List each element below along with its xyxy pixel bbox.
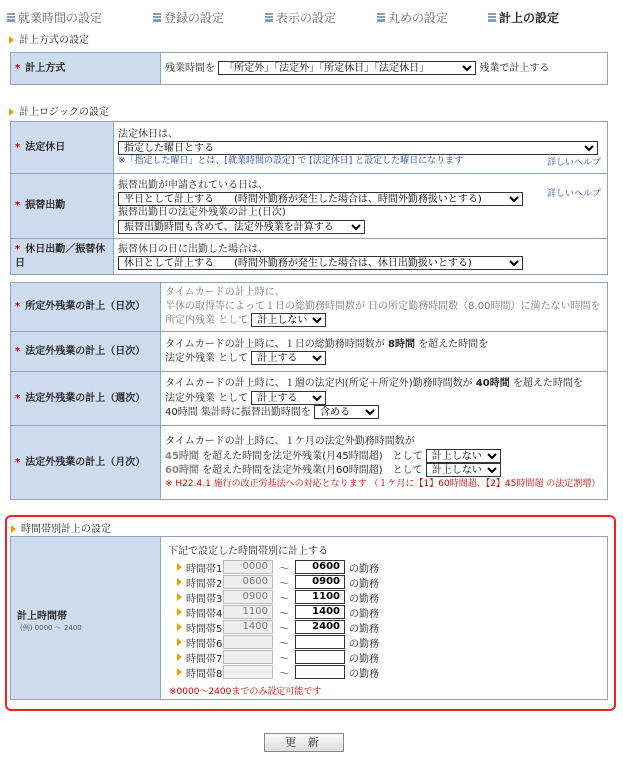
time-band-suffix: の勤務 <box>349 668 379 680</box>
tilde: ～ <box>279 668 289 680</box>
list-icon <box>7 13 15 22</box>
tilde: ～ <box>279 608 289 620</box>
ot-45h-select[interactable] <box>426 449 501 463</box>
holiday-work-value: 振替休日の日に出勤した場合は、 休日として計上する (時間外勤務が発生した場合は、休日出勤扱いとする) <box>114 239 608 275</box>
tilde: ～ <box>279 653 289 665</box>
overtime-table <box>10 282 608 500</box>
legal-ot-day-value: タイムカードの計上時に、１日の総勤務時間数が 8時間 を超えた時間を 法定外残業 として 計上する <box>161 332 608 372</box>
tilde: ～ <box>279 623 289 635</box>
transfer-select[interactable] <box>118 192 523 206</box>
bullet-icon <box>177 653 182 661</box>
time-band-row <box>177 575 379 589</box>
time-band-row <box>177 560 379 574</box>
time-band-name: 時間帯5 <box>186 623 223 635</box>
legal-holiday-value: 法定休日は、 指定した曜日とする ※「指定した曜日」とは、[就業時間の設定] で [法定休日] と設定した曜日になります 詳しいヘルプ <box>114 122 608 174</box>
ot-60h-select[interactable] <box>426 463 501 477</box>
time-band-name: 時間帯1 <box>186 563 223 575</box>
time-band-to-input[interactable] <box>295 635 345 649</box>
time-band-row <box>177 590 379 604</box>
method-label: * 計上方式 <box>11 53 161 85</box>
holiday-work-label: * 休日出勤／振替休日 <box>11 239 114 275</box>
tab-registration[interactable] <box>153 9 224 26</box>
list-icon <box>265 13 273 22</box>
bullet-icon <box>9 108 14 116</box>
help-link[interactable]: 詳しいヘルプ <box>546 189 601 199</box>
time-band-from <box>223 650 273 664</box>
section-heading-method: 計上方式の設定 <box>9 31 89 46</box>
list-icon <box>153 13 161 22</box>
time-band-suffix: の勤務 <box>349 608 379 620</box>
time-band-name: 時間帯8 <box>186 668 223 680</box>
legal-ot-month-label: * 法定外残業の計上（月次） <box>11 426 161 500</box>
bullet-icon <box>177 668 182 676</box>
bullet-icon <box>177 608 182 616</box>
method-select[interactable] <box>218 61 476 75</box>
transfer-value: 振替出勤が申請されている日は、 平日として計上する (時間外勤務が発生した場合は、時間外勤務扱いとする) 振替出勤日の法定外残業の計上(日次) 振替出勤時間も含めて、法定外残業を計算する 詳しいヘルプ <box>114 174 608 239</box>
legal-ot-day-select[interactable] <box>251 351 326 365</box>
help-link[interactable]: 詳しいヘルプ <box>546 157 601 168</box>
time-band-to-input[interactable]: 2400 <box>295 620 345 634</box>
legal-ot-day-label: * 法定外残業の計上（日次） <box>11 332 161 372</box>
time-band-suffix: の勤務 <box>349 653 379 665</box>
tilde: ～ <box>279 638 289 650</box>
time-band-to-input[interactable]: 0900 <box>295 575 345 589</box>
method-value: 残業時間を 「所定外」「法定外」「所定休日」「法定休日」 残業で計上する <box>161 53 608 85</box>
tab-label: 計上の設定 <box>499 11 560 25</box>
tab-label: 登録の設定 <box>164 11 225 25</box>
transfer-include-select[interactable] <box>314 405 379 419</box>
time-band-from: 0900 <box>223 590 273 604</box>
time-band-suffix: の勤務 <box>349 593 379 605</box>
scheduled-ot-label: * 所定外残業の計上（日次） <box>11 283 161 332</box>
time-band-note: ※0000～2400までのみ設定可能です <box>169 687 322 697</box>
bullet-icon <box>177 593 182 601</box>
time-band-from: 0000 <box>223 560 273 574</box>
time-band-from: 1400 <box>223 620 273 634</box>
time-band-row <box>177 605 379 619</box>
time-band-name: 時間帯6 <box>186 638 223 650</box>
time-band-row <box>177 650 379 664</box>
legal-ot-week-select[interactable] <box>251 391 326 405</box>
time-band-name: 時間帯7 <box>186 653 223 665</box>
logic-table <box>10 121 608 275</box>
time-band-from: 1100 <box>223 605 273 619</box>
time-band-row <box>177 635 379 649</box>
time-band-from <box>223 665 273 679</box>
time-band-suffix: の勤務 <box>349 623 379 635</box>
bullet-icon <box>177 623 182 631</box>
update-button[interactable]: 更 新 <box>264 733 344 752</box>
time-band-label: 計上時間帯 <box>17 611 67 622</box>
tab-label: 丸めの設定 <box>388 11 449 25</box>
scheduled-ot-value: タイムカードの計上時に、 半休の取得等によって１日の総勤務時間数が 日の所定勤務時間数（8.00時間）に満たない時間を 所定内残業 として 計上しない <box>161 283 608 332</box>
time-band-suffix: の勤務 <box>349 578 379 590</box>
bullet-icon <box>177 563 182 571</box>
bullet-icon <box>11 525 16 533</box>
section-heading-time-band: 時間帯別計上の設定 <box>11 520 111 535</box>
time-band-example: (例) 0000 ～ 2400 <box>20 624 82 632</box>
list-icon <box>488 13 496 22</box>
time-band-label-cell <box>11 537 161 699</box>
time-band-to-input[interactable]: 0600 <box>295 560 345 574</box>
settings-tabs <box>0 0 623 30</box>
legal-ot-month-value: タイムカードの計上時に、１ケ月の法定外勤務時間数が 45時間 を超えた時間を法定外残業(月45時間超) として 計上しない 60時間 を超えた時間を法定外残業(月60時間超) として 計上しない ※ H22.4.1 施行の改正労基法への対応となります （１ケ月に【1】60時間超、【2】45時間超 の法定割増） <box>161 426 608 500</box>
tab-label: 就業時間の設定 <box>18 11 103 25</box>
time-band-to-input[interactable]: 1400 <box>295 605 345 619</box>
tab-rounding[interactable] <box>377 9 448 26</box>
legal-ot-week-label: * 法定外残業の計上（週次） <box>11 372 161 426</box>
time-band-suffix: の勤務 <box>349 638 379 650</box>
time-band-row <box>177 620 379 634</box>
tilde: ～ <box>279 563 289 575</box>
legal-holiday-label: * 法定休日 <box>11 122 114 174</box>
list-icon <box>377 13 385 22</box>
tilde: ～ <box>279 593 289 605</box>
time-band-name: 時間帯3 <box>186 593 223 605</box>
bullet-icon <box>177 578 182 586</box>
time-band-row <box>177 665 379 679</box>
tab-label: 表示の設定 <box>276 11 337 25</box>
time-band-name: 時間帯4 <box>186 608 223 620</box>
bullet-icon <box>9 36 14 44</box>
method-table <box>10 52 608 85</box>
time-band-to-input[interactable] <box>295 650 345 664</box>
tab-display[interactable] <box>265 9 336 26</box>
legal-ot-week-value: タイムカードの計上時に、１週の法定内(所定＋所定外)勤務時間数が 40時間 を超えた時間を 法定外残業 として 計上する 40時間 集計時に振替出勤時間を 含める <box>161 372 608 426</box>
holiday-work-select[interactable] <box>118 256 523 270</box>
time-band-suffix: の勤務 <box>349 563 379 575</box>
time-band-to-input[interactable]: 1100 <box>295 590 345 604</box>
time-band-to-input[interactable] <box>295 665 345 679</box>
legal-holiday-select[interactable] <box>118 141 598 155</box>
transfer-label: * 振替出勤 <box>11 174 114 239</box>
section-heading-logic: 計上ロジックの設定 <box>9 103 109 118</box>
tilde: ～ <box>279 578 289 590</box>
time-band-from <box>223 635 273 649</box>
transfer-ot-select[interactable] <box>118 220 365 234</box>
tab-work-hours[interactable] <box>7 9 102 26</box>
scheduled-ot-select[interactable] <box>251 313 326 327</box>
tab-calculation[interactable] <box>488 9 559 26</box>
time-band-name: 時間帯2 <box>186 578 223 590</box>
time-band-from: 0600 <box>223 575 273 589</box>
time-band-description: 下記で設定した時間帯別に計上する <box>168 546 328 557</box>
bullet-icon <box>177 638 182 646</box>
